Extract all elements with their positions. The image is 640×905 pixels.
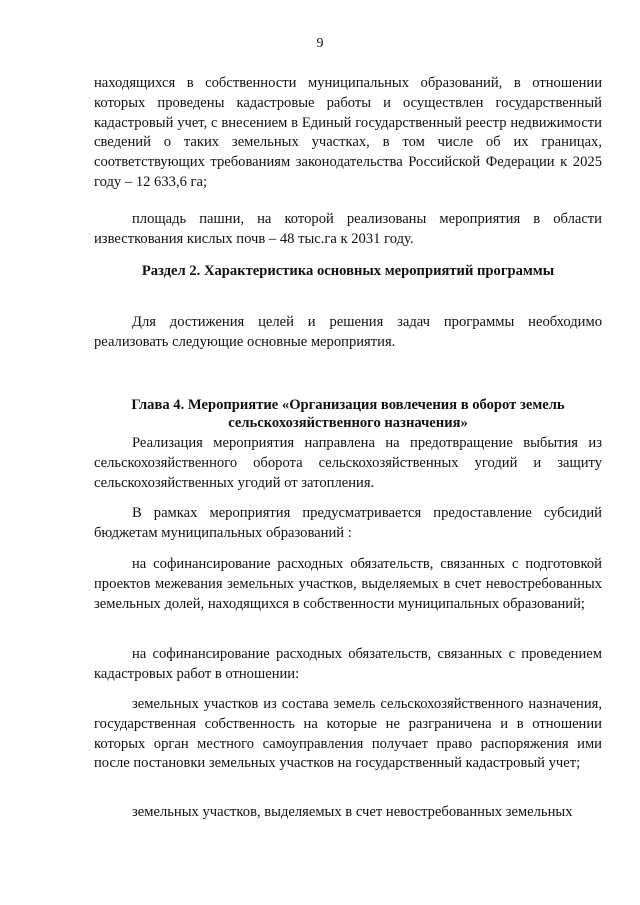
paragraph-state-land-plots: земельных участков из состава земель сельскохозяйственного назначения, государственная собственность на которые не разграничена и в отношении которых орган местного самоуправления получает право распоряжения ими после постановки земельных участков на государственный кадастровый учет; [94,696,602,772]
paragraph-liming-area: площадь пашни, на которой реализованы мероприятия в области известкования кислых почв – 48 тыс.га к 2031 году. [94,211,602,247]
paragraph-goals-intro: Для достижения целей и решения задач программы необходимо реализовать следующие основные мероприятия. [94,314,602,350]
section-2-heading: Раздел 2. Характеристика основных мероприятий программы [141,263,555,279]
paragraph-unclaimed-shares: земельных участков, выделяемых в счет невостребованных земельных [132,804,573,820]
page-number: 9 [316,36,324,51]
paragraph-subsidies: В рамках мероприятия предусматривается предоставление субсидий бюджетам муниципальных образований : [94,505,602,541]
chapter-4-heading: Глава 4. Мероприятие «Организация вовлечения в оборот земель сельскохозяйственного назначения» [131,397,565,431]
paragraph-measure-purpose: Реализация мероприятия направлена на предотвращение выбытия из сельскохозяйственного оборота сельскохозяйственных угодий и защиту сельскохозяйственных угодий от затопления. [94,435,602,491]
paragraph-land-cadastral-registration: находящихся в собственности муниципальных образований, в отношении которых проведены кадастровые работы и осуществлен государственный кадастровый учет, с внесением в Единый государственный реестр недвижимости сведений о таких земельных участках, в том числе об их границах, соответствующих требованиям законодательства Российской Федерации к 2025 году – 12 633,6 га; [94,75,602,190]
paragraph-cadastral-works: на софинансирование расходных обязательств, связанных с проведением кадастровых работ в отношении: [94,646,602,682]
paragraph-survey-projects: на софинансирование расходных обязательств, связанных с подготовкой проектов межевания земельных участков, выделяемых в счет невостребованных земельных долей, находящихся в собственности муниципальных образований; [94,556,602,612]
